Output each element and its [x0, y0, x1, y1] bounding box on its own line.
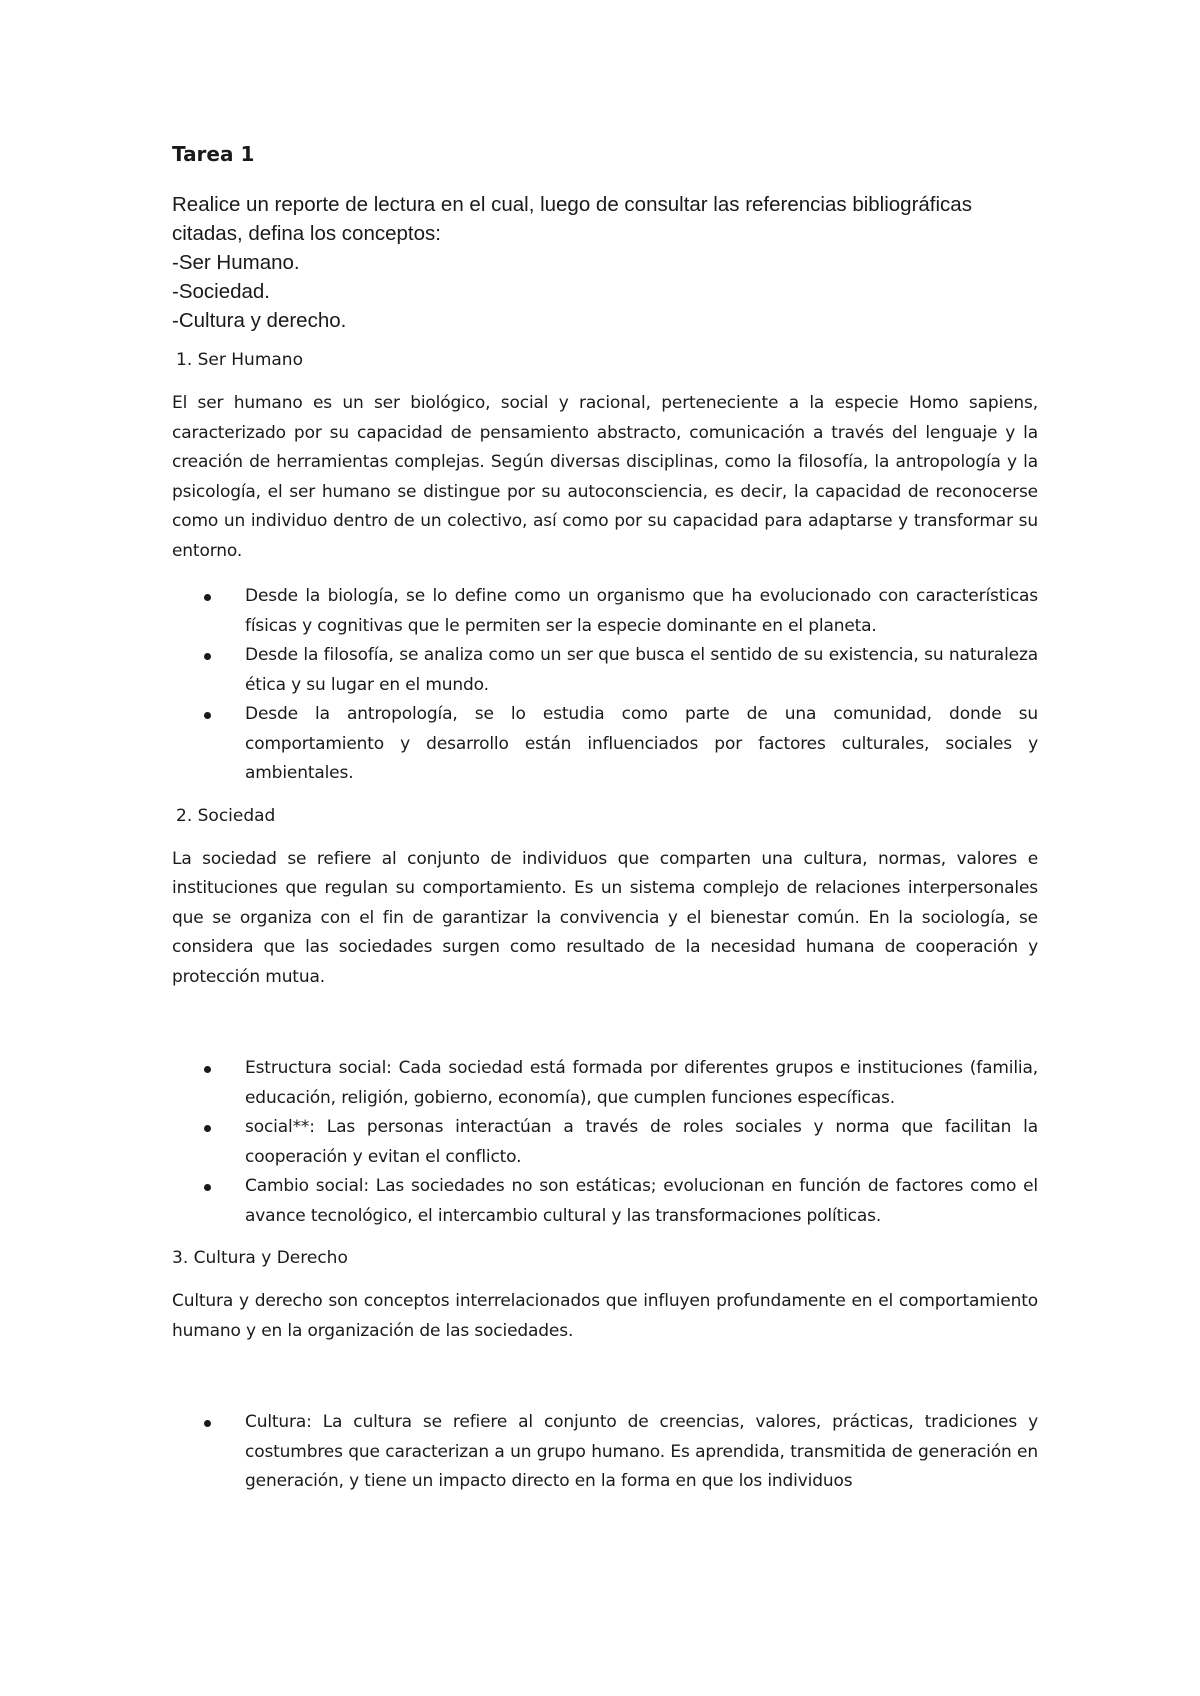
- list-item: [172, 700, 1038, 789]
- list-item-text: Cultura: La cultura se refiere al conjunto de creencias, valores, prácticas, tradiciones y costumbres que caracterizan a un grupo humano. Es aprendida, transmitida de generación en generación, y tiene un impacto directo en la forma en que los individuos: [245, 1412, 1038, 1491]
- blank-line: [172, 1008, 1038, 1054]
- section-heading-sociedad: 2. Sociedad: [176, 805, 276, 826]
- list-item: [172, 1054, 1038, 1113]
- bullet-icon: [204, 594, 211, 601]
- bullet-list-cultura-derecho: [172, 1408, 1038, 1497]
- bullet-icon: [204, 712, 211, 719]
- list-item: [172, 582, 1038, 641]
- section-paragraph-ser-humano: El ser humano es un ser biológico, social y racional, perteneciente a la especie Homo sapiens, caracterizado por su capacidad de pensamiento abstracto, comunicación a través del lenguaje y la creación de herramientas complejas. Según diversas disciplinas, como la filosofía, la antropología y la psicología, el ser humano se distingue por su autoconsciencia, es decir, la capacidad de reconocerse como un individuo dentro de un colectivo, así como por su capacidad para adaptarse y transformar su entorno.: [172, 393, 1038, 561]
- instructions-block: [172, 190, 1038, 335]
- bullet-icon: [204, 1125, 211, 1132]
- list-item: [172, 1113, 1038, 1172]
- instructions-line: -Ser Humano.: [172, 251, 300, 274]
- list-item-text: Desde la antropología, se lo estudia como parte de una comunidad, donde su comportamiento y desarrollo están influenciados por factores culturales, sociales y ambientales.: [245, 704, 1038, 783]
- list-item-text: social**: Las personas interactúan a través de roles sociales y norma que facilitan la cooperación y evitan el conflicto.: [245, 1117, 1038, 1167]
- instructions-line: -Cultura y derecho.: [172, 309, 347, 332]
- document-title: Tarea 1: [172, 142, 255, 166]
- bullet-icon: [204, 1066, 211, 1073]
- instructions-line: citadas, defina los conceptos:: [172, 222, 441, 245]
- list-item: [172, 1408, 1038, 1497]
- list-item-text: Desde la filosofía, se analiza como un ser que busca el sentido de su existencia, su naturaleza ética y su lugar en el mundo.: [245, 645, 1038, 695]
- section-heading-cultura-derecho: 3. Cultura y Derecho: [172, 1248, 348, 1268]
- section-paragraph-cultura-derecho: Cultura y derecho son conceptos interrelacionados que influyen profundamente en el comportamiento humano y en la organización de las sociedades.: [172, 1291, 1038, 1341]
- bullet-list-sociedad: [172, 1054, 1038, 1231]
- instructions-line: -Sociedad.: [172, 280, 271, 303]
- document-page: [172, 140, 1038, 1511]
- bullet-list-ser-humano: [172, 582, 1038, 789]
- section-heading-ser-humano: 1. Ser Humano: [176, 350, 303, 370]
- bullet-icon: [204, 653, 211, 660]
- bullet-icon: [204, 1420, 211, 1427]
- list-item: [172, 1172, 1038, 1231]
- list-item: [172, 641, 1038, 700]
- list-item-text: Estructura social: Cada sociedad está formada por diferentes grupos e instituciones (familia, educación, religión, gobierno, economía), que cumplen funciones específicas.: [245, 1058, 1038, 1108]
- bullet-icon: [204, 1184, 211, 1191]
- list-item-text: Cambio social: Las sociedades no son estáticas; evolucionan en función de factores como el avance tecnológico, el intercambio cultural y las transformaciones políticas.: [245, 1176, 1038, 1226]
- blank-line: [172, 1362, 1038, 1408]
- section-paragraph-sociedad: La sociedad se refiere al conjunto de individuos que comparten una cultura, normas, valores e instituciones que regulan su comportamiento. Es un sistema complejo de relaciones interpersonales que se organiza con el fin de garantizar la convivencia y el bienestar común. En la sociología, se considera que las sociedades surgen como resultado de la necesidad humana de cooperación y protección mutua.: [172, 848, 1038, 987]
- list-item-text: Desde la biología, se lo define como un organismo que ha evolucionado con características físicas y cognitivas que le permiten ser la especie dominante en el planeta.: [245, 586, 1038, 636]
- instructions-line: Realice un reporte de lectura en el cual, luego de consultar las referencias bibliográficas: [172, 193, 972, 216]
